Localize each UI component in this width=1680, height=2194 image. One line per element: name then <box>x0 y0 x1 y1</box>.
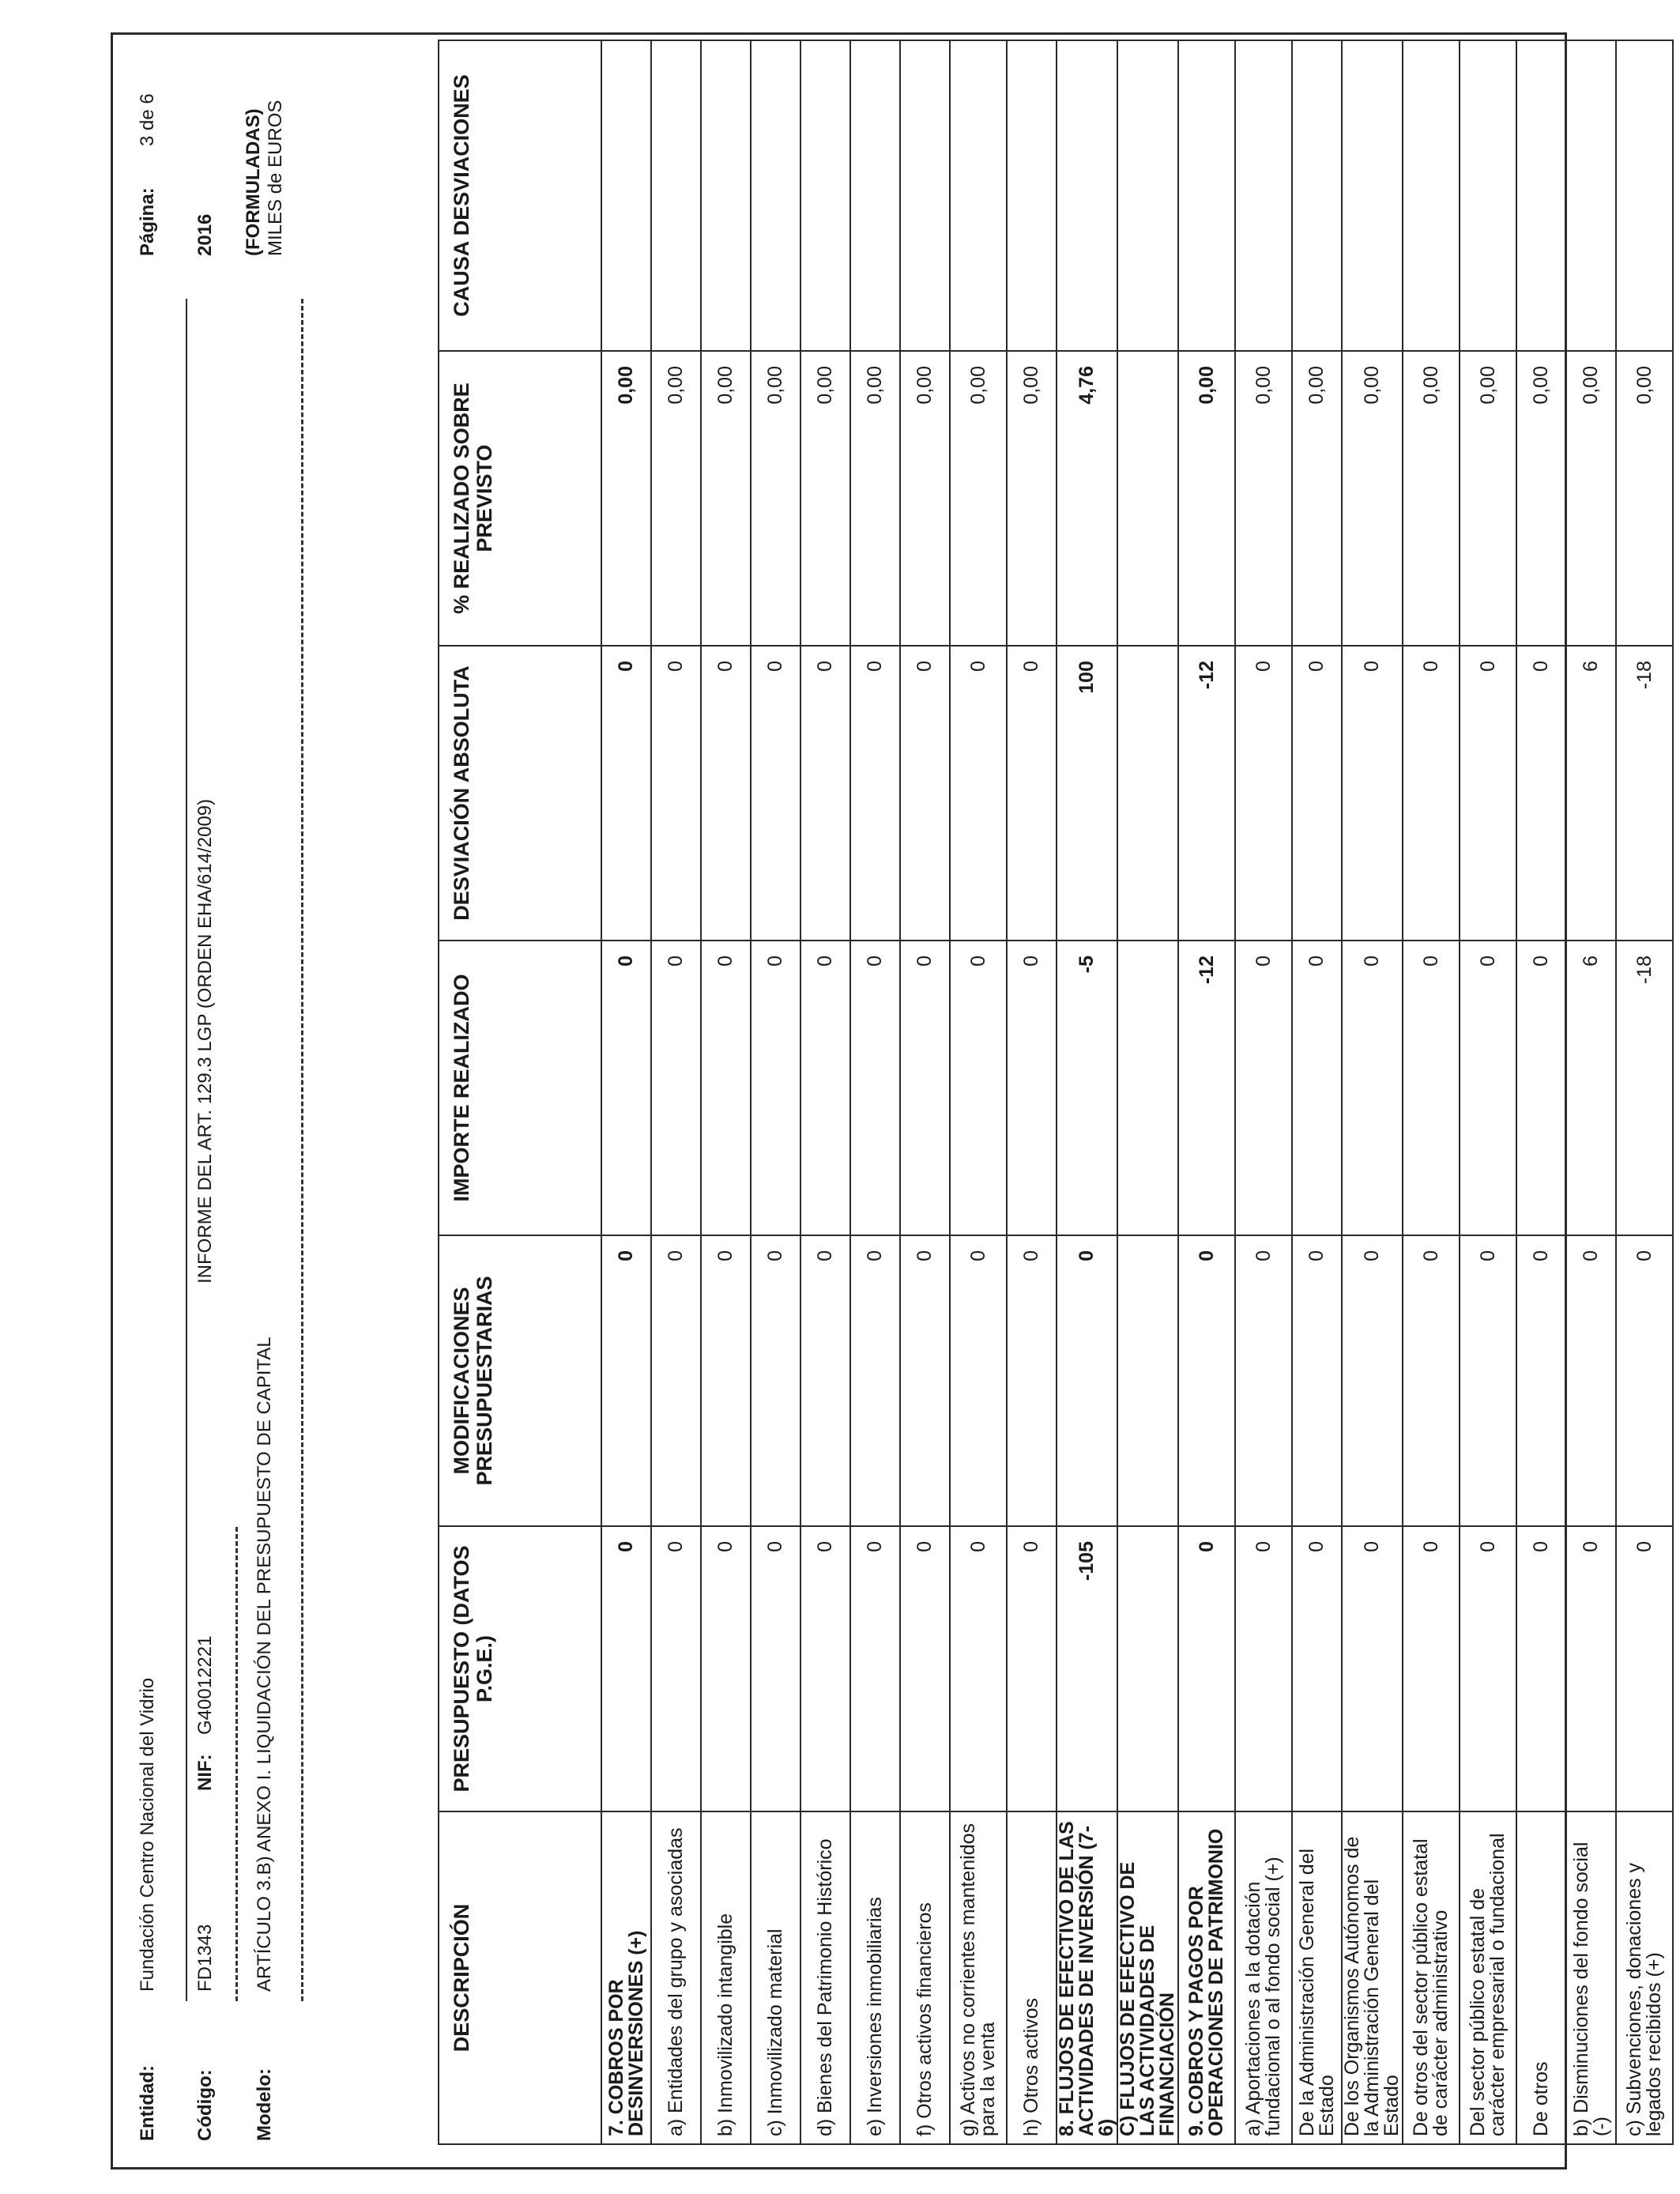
cell-modificaciones: 0 <box>751 1235 800 1526</box>
row-description: a) Entidades del grupo y asociadas <box>651 1811 701 2144</box>
cell-presupuesto: 0 <box>900 1526 950 1811</box>
cell-modificaciones: 0 <box>800 1235 850 1526</box>
cell-presupuesto: 0 <box>701 1526 751 1811</box>
modelo-label: Modelo: <box>254 2068 275 2141</box>
table-row <box>751 40 800 2144</box>
cell-porcentaje: 0,00 <box>1007 351 1057 646</box>
table-row <box>900 40 950 2144</box>
cell-causa <box>1566 40 1616 351</box>
cell-modificaciones: 0 <box>950 1235 1007 1526</box>
cell-importe: 0 <box>751 941 800 1235</box>
cell-presupuesto: 0 <box>1516 1526 1566 1811</box>
cell-importe: 0 <box>800 941 850 1235</box>
formuladas: (FORMULADAS) <box>243 108 264 256</box>
cell-importe: 0 <box>1292 941 1342 1235</box>
cell-importe: 0 <box>950 941 1007 1235</box>
row-description: De la Administración General del Estado <box>1292 1811 1342 2144</box>
cell-causa <box>1403 40 1460 351</box>
cell-desviacion: 0 <box>950 646 1007 941</box>
cell-causa <box>601 40 651 351</box>
cell-desviacion: 0 <box>701 646 751 941</box>
table-row <box>1117 40 1178 2144</box>
cell-causa <box>1342 40 1403 351</box>
cell-presupuesto: 0 <box>601 1526 651 1811</box>
table-row <box>1235 40 1292 2144</box>
cell-modificaciones: 0 <box>601 1235 651 1526</box>
codigo-label: Código: <box>194 2069 216 2141</box>
modelo-value: ARTÍCULO 3.B) ANEXO I. LIQUIDACIÓN DEL PRESUPUESTO DE CAPITAL <box>254 1336 275 1992</box>
cell-presupuesto: -105 <box>1057 1526 1117 1811</box>
table-row <box>1566 40 1616 2144</box>
cell-presupuesto: 0 <box>1007 1526 1057 1811</box>
cell-presupuesto: 0 <box>1566 1526 1616 1811</box>
cell-porcentaje: 0,00 <box>900 351 950 646</box>
cell-causa <box>1178 40 1235 351</box>
cell-presupuesto: 0 <box>1460 1526 1516 1811</box>
cell-porcentaje: 0,00 <box>1516 351 1566 646</box>
table-row <box>651 40 701 2144</box>
cell-porcentaje: 0,00 <box>751 351 800 646</box>
row-description: De los Organismos Autónomos de la Administración General del Estado <box>1342 1811 1403 2144</box>
cell-porcentaje: 0,00 <box>1616 351 1673 646</box>
cell-causa <box>1460 40 1516 351</box>
entidad-value: Fundación Centro Nacional del Vidrio <box>137 1677 158 1992</box>
cell-causa <box>1117 40 1178 351</box>
cell-porcentaje: 0,00 <box>601 351 651 646</box>
table-row <box>1342 40 1403 2144</box>
cell-desviacion <box>1117 646 1178 941</box>
cell-porcentaje <box>1117 351 1178 646</box>
cell-desviacion: 100 <box>1057 646 1117 941</box>
year: 2016 <box>194 213 216 256</box>
liquidation-table <box>438 40 1674 2145</box>
informe-title: INFORME DEL ART. 129.3 LGP (ORDEN EHA/614/2009) <box>194 798 216 1284</box>
table-row <box>1178 40 1235 2144</box>
cell-presupuesto: 0 <box>800 1526 850 1811</box>
col-header-porcentaje: % REALIZADO SOBRE PREVISTO <box>439 351 601 646</box>
cell-modificaciones: 0 <box>1235 1235 1292 1526</box>
col-header-importe: IMPORTE REALIZADO <box>439 941 601 1235</box>
cell-importe: 0 <box>1007 941 1057 1235</box>
cell-porcentaje: 0,00 <box>651 351 701 646</box>
cell-desviacion: 0 <box>1403 646 1460 941</box>
cell-porcentaje: 0,00 <box>1235 351 1292 646</box>
cell-desviacion: 0 <box>1460 646 1516 941</box>
cell-presupuesto <box>1117 1526 1178 1811</box>
row-description: De otros <box>1516 1811 1566 2144</box>
row-description: 8. FLUJOS DE EFECTIVO DE LAS ACTIVIDADES DE INVERSIÓN (7-6) <box>1057 1811 1117 2144</box>
cell-modificaciones: 0 <box>900 1235 950 1526</box>
cell-presupuesto: 0 <box>1403 1526 1460 1811</box>
cell-desviacion: 0 <box>800 646 850 941</box>
cell-modificaciones: 0 <box>1566 1235 1616 1526</box>
row-description: Del sector público estatal de carácter empresarial o fundacional <box>1460 1811 1516 2144</box>
row-description: c) Inmovilizado material <box>751 1811 800 2144</box>
cell-importe: 0 <box>850 941 900 1235</box>
cell-porcentaje: 0,00 <box>800 351 850 646</box>
cell-modificaciones: 0 <box>651 1235 701 1526</box>
cell-modificaciones: 0 <box>850 1235 900 1526</box>
row-description: C) FLUJOS DE EFECTIVO DE LAS ACTIVIDADES DE FINANCIACIÓN <box>1117 1811 1178 2144</box>
row-description: d) Bienes del Patrimonio Histórico <box>800 1811 850 2144</box>
row-description: f) Otros activos financieros <box>900 1811 950 2144</box>
unidades: MILES de EUROS <box>265 100 286 256</box>
cell-presupuesto: 0 <box>850 1526 900 1811</box>
table-row <box>950 40 1007 2144</box>
cell-desviacion: 0 <box>900 646 950 941</box>
cell-presupuesto: 0 <box>1178 1526 1235 1811</box>
table-row <box>1403 40 1460 2144</box>
cell-porcentaje: 0,00 <box>701 351 751 646</box>
row-description: e) Inversiones inmobiliarias <box>850 1811 900 2144</box>
cell-porcentaje: 4,76 <box>1057 351 1117 646</box>
col-header-presupuesto: PRESUPUESTO (DATOS P.G.E.) <box>439 1526 601 1811</box>
row-description: b) Inmovilizado intangible <box>701 1811 751 2144</box>
dashed-separator <box>235 1527 238 2001</box>
entidad-label: Entidad: <box>137 2065 158 2141</box>
row-description: De otros del sector público estatal de carácter administrativo <box>1403 1811 1460 2144</box>
cell-porcentaje: 0,00 <box>950 351 1007 646</box>
cell-causa <box>1292 40 1342 351</box>
cell-causa <box>701 40 751 351</box>
cell-modificaciones: 0 <box>1178 1235 1235 1526</box>
row-description: g) Activos no corrientes mantenidos para la venta <box>950 1811 1007 2144</box>
table-row <box>1007 40 1057 2144</box>
cell-desviacion: 6 <box>1566 646 1616 941</box>
codigo-value: FD1343 <box>194 1924 216 1992</box>
cell-porcentaje: 0,00 <box>1566 351 1616 646</box>
table-row <box>1516 40 1566 2144</box>
cell-importe <box>1117 941 1178 1235</box>
cell-modificaciones: 0 <box>1057 1235 1117 1526</box>
cell-importe: 0 <box>1460 941 1516 1235</box>
cell-modificaciones: 0 <box>701 1235 751 1526</box>
cell-porcentaje: 0,00 <box>1342 351 1403 646</box>
cell-causa <box>1616 40 1673 351</box>
cell-presupuesto: 0 <box>651 1526 701 1811</box>
cell-causa <box>850 40 900 351</box>
table-row <box>1057 40 1117 2144</box>
cell-causa <box>900 40 950 351</box>
cell-modificaciones <box>1117 1235 1178 1526</box>
cell-porcentaje: 0,00 <box>1460 351 1516 646</box>
row-description: h) Otros activos <box>1007 1811 1057 2144</box>
table-row <box>800 40 850 2144</box>
cell-desviacion: 0 <box>1516 646 1566 941</box>
cell-causa <box>651 40 701 351</box>
cell-porcentaje: 0,00 <box>850 351 900 646</box>
table-row <box>850 40 900 2144</box>
cell-desviacion: 0 <box>1342 646 1403 941</box>
nif-value: G40012221 <box>194 1635 216 1735</box>
table-row <box>1616 40 1673 2144</box>
cell-importe: 6 <box>1566 941 1616 1235</box>
cell-modificaciones: 0 <box>1460 1235 1516 1526</box>
cell-causa <box>950 40 1007 351</box>
cell-importe: 0 <box>1516 941 1566 1235</box>
pagina-value: 3 de 6 <box>137 93 158 146</box>
col-header-desviacion: DESVIACIÓN ABSOLUTA <box>439 646 601 941</box>
cell-causa <box>1057 40 1117 351</box>
cell-desviacion: 0 <box>751 646 800 941</box>
pagina-label: Página: <box>137 187 158 256</box>
cell-importe: 0 <box>1403 941 1460 1235</box>
cell-importe: 0 <box>651 941 701 1235</box>
cell-modificaciones: 0 <box>1516 1235 1566 1526</box>
table-row <box>701 40 751 2144</box>
cell-causa <box>800 40 850 351</box>
cell-importe: 0 <box>701 941 751 1235</box>
cell-presupuesto: 0 <box>1616 1526 1673 1811</box>
cell-importe: 0 <box>601 941 651 1235</box>
header-rule <box>186 299 187 2001</box>
cell-desviacion: 0 <box>1292 646 1342 941</box>
col-header-causa: CAUSA DESVIACIONES <box>439 40 601 351</box>
cell-presupuesto: 0 <box>1342 1526 1403 1811</box>
cell-desviacion: 0 <box>601 646 651 941</box>
cell-modificaciones: 0 <box>1007 1235 1057 1526</box>
cell-importe: 0 <box>900 941 950 1235</box>
cell-desviacion: -12 <box>1178 646 1235 941</box>
cell-desviacion: 0 <box>651 646 701 941</box>
col-header-modificaciones: MODIFICACIONES PRESUPUESTARIAS <box>439 1235 601 1526</box>
cell-importe: 0 <box>1342 941 1403 1235</box>
table-header-row <box>439 40 601 2144</box>
cell-importe: 0 <box>1235 941 1292 1235</box>
col-header-descripcion: DESCRIPCIÓN <box>439 1811 601 2144</box>
row-description: b) Disminuciones del fondo social (-) <box>1566 1811 1616 2144</box>
cell-importe: -18 <box>1616 941 1673 1235</box>
cell-causa <box>1235 40 1292 351</box>
dashed-separator-long <box>301 299 303 2001</box>
row-description: a) Aportaciones a la dotación fundacional o al fondo social (+) <box>1235 1811 1292 2144</box>
cell-presupuesto: 0 <box>1292 1526 1342 1811</box>
cell-desviacion: 0 <box>850 646 900 941</box>
nif-label: NIF: <box>194 1754 216 1791</box>
cell-presupuesto: 0 <box>950 1526 1007 1811</box>
cell-causa <box>1516 40 1566 351</box>
cell-presupuesto: 0 <box>1235 1526 1292 1811</box>
cell-modificaciones: 0 <box>1403 1235 1460 1526</box>
row-description: 9. COBROS Y PAGOS POR OPERACIONES DE PATRIMONIO <box>1178 1811 1235 2144</box>
cell-importe: -12 <box>1178 941 1235 1235</box>
cell-desviacion: 0 <box>1007 646 1057 941</box>
table-body <box>601 40 1673 2144</box>
cell-modificaciones: 0 <box>1342 1235 1403 1526</box>
cell-desviacion: 0 <box>1235 646 1292 941</box>
table-row <box>1292 40 1342 2144</box>
cell-importe: -5 <box>1057 941 1117 1235</box>
cell-causa <box>1007 40 1057 351</box>
row-description: 7. COBROS POR DESINVERSIONES (+) <box>601 1811 651 2144</box>
table-row <box>601 40 651 2144</box>
table-row <box>1460 40 1516 2144</box>
cell-porcentaje: 0,00 <box>1178 351 1235 646</box>
cell-modificaciones: 0 <box>1292 1235 1342 1526</box>
cell-causa <box>751 40 800 351</box>
cell-modificaciones: 0 <box>1616 1235 1673 1526</box>
row-description: c) Subvenciones, donaciones y legados recibidos (+) <box>1616 1811 1673 2144</box>
cell-porcentaje: 0,00 <box>1292 351 1342 646</box>
cell-porcentaje: 0,00 <box>1403 351 1460 646</box>
cell-desviacion: -18 <box>1616 646 1673 941</box>
cell-presupuesto: 0 <box>751 1526 800 1811</box>
